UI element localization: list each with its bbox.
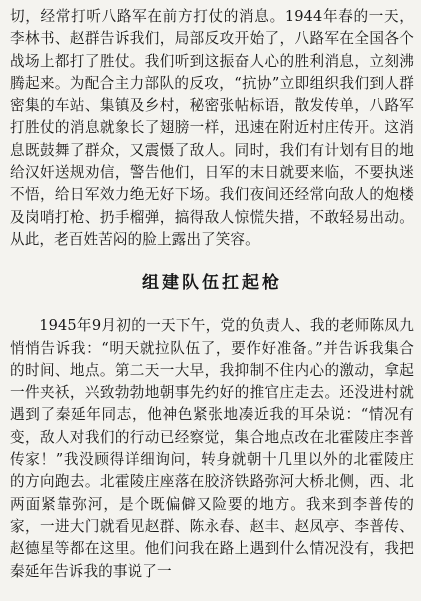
paragraph-continued: 切，经常打听八路军在前方打仗的消息。1944年春的一天，李林书、赵群告诉我们，局部反攻开始了，八路军在全国各个战场上都打了胜仗。我们听到这振奋人心的胜利消息，立刻沸腾起来。为配合主力部队的反攻，“抗协”立即组织我们到人群密集的车站、集镇及乡村，秘密张帖标语，散发传单，八路军打胜仗的消息就象长了翅膀一样，迅速在附近村庄传开。这消息既鼓舞了群众，又震慑了敌人。同时，我们有计划有目的地给汉奸送规劝信，警告他们，日军的末日就要来临，不要执迷不悟，给日军效力绝无好下场。我们夜间还经常向敌人的炮楼及岗哨打枪、扔手榴弹，搞得敌人惊慌失措，不敢轻易出动。从此，老百姓苦闷的脸上露出了笑容。 — [10, 8, 414, 248]
section-heading: 组建队伍扛起枪 — [142, 273, 282, 294]
paragraph-main: 1945年9月初的一天下午，党的负责人、我的老师陈凤九悄悄告诉我：“明天就拉队伍了，要作好准备。”并告诉我集合的时间、地点。第二天一大早，我抑制不住内心的激动，拿起一件夹袄，兴致勃勃地朝事先约好的推官庄走去。还没进村就遇到了秦延年同志，他神色紧张地凑近我的耳朵说：“情况有变，敌人对我们的行动已经察觉，集合地点改在北霍陵庄李普传家！”我没顾得详细询问，转身就朝十几里以外的北霍陵庄的方向跑去。北霍陵庄座落在胶济铁路弥河大桥北侧，西、北两面紧靠弥河，是个既偏僻又险要的地方。我来到李普传的家，一进大门就看见赵群、陈永春、赵丰、赵凤亭、李普传、赵德星等都在这里。他们问我在路上遇到什么情况没有，我把秦延年告诉我的事说了一 — [10, 317, 414, 580]
